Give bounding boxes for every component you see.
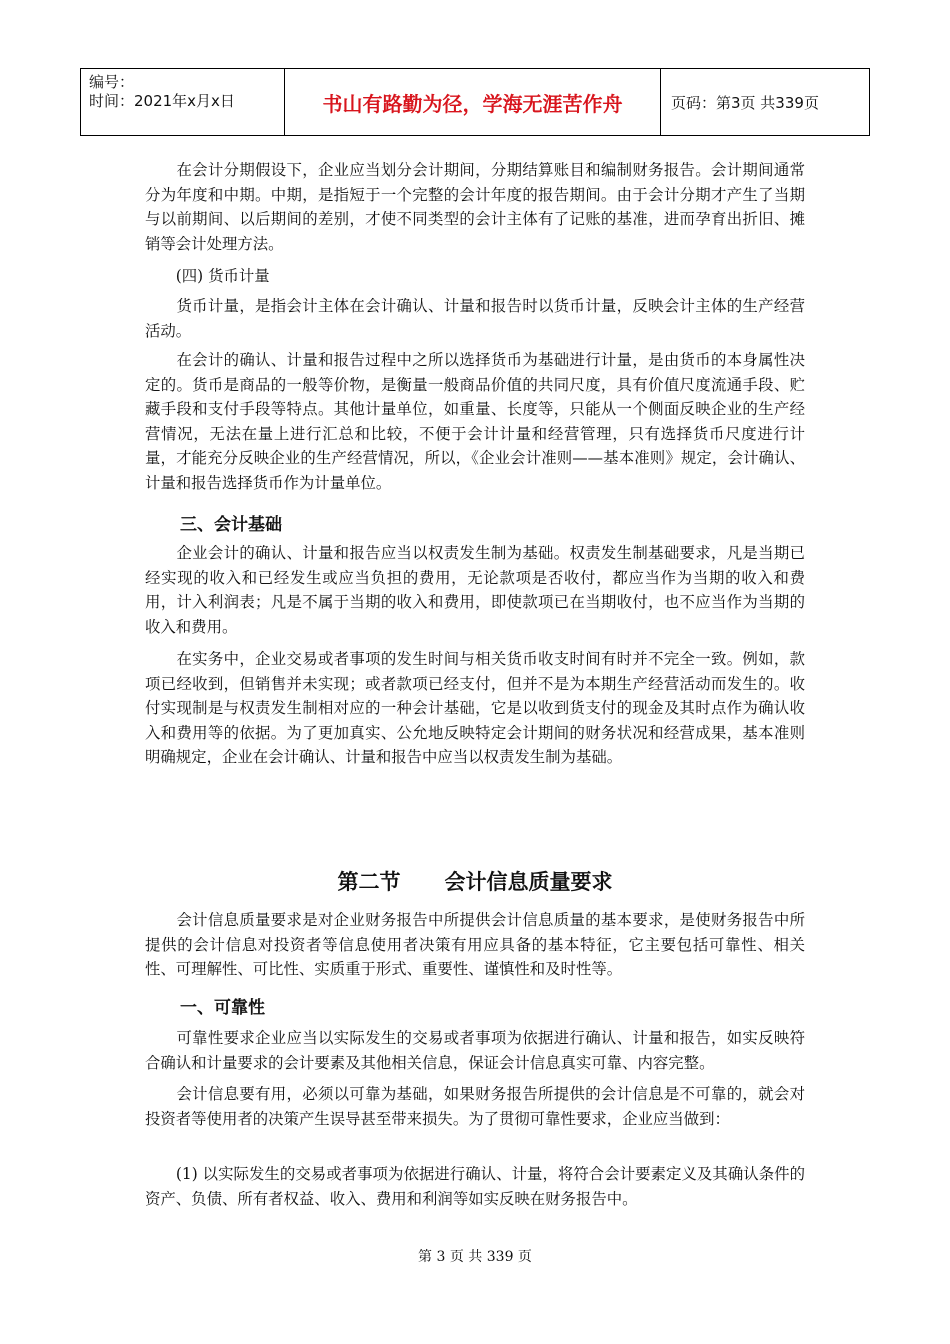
paragraph-accounting-period: 在会计分期假设下，企业应当划分会计期间，分期结算账目和编制财务报告。会计期间通常分为年度和中期。中期，是指短于一个完整的会计年度的报告期间。由于会计分期才产生了当期与以前期间、以后期间的差别，才使不同类型的会计主体有了记账的基准，进而孕育出折旧、摊销等会计处理方法。 <box>145 161 805 253</box>
document-time-label: 时间：2021年x月x日 <box>89 92 235 110</box>
section-title: 会计信息质量要求 <box>444 870 613 894</box>
paragraph-reliability-item-1: (1) 以实际发生的交易或者事项为依据进行确认、计量，将符合会计要素定义及其确认条件的资产、负债、所有者权益、收入、费用和利润等如实反映在财务报告中。 <box>145 1165 805 1208</box>
page-header-table <box>80 68 870 136</box>
paragraph-monetary-definition: 货币计量，是指会计主体在会计确认、计量和报告时以货币计量，反映会计主体的生产经营活动。 <box>145 297 805 340</box>
paragraph-reliability-definition: 可靠性要求企业应当以实际发生的交易或者事项为依据进行确认、计量和报告，如实反映符合确认和计量要求的会计要素及其他相关信息，保证会计信息真实可靠、内容完整。 <box>145 1029 805 1072</box>
heading-reliability: 一、可靠性 <box>180 998 265 1018</box>
page-footer: 第 3 页 共 339 页 <box>418 1249 532 1265</box>
heading-accounting-basis: 三、会计基础 <box>180 515 282 535</box>
paragraph-quality-requirements: 会计信息质量要求是对企业财务报告中所提供会计信息质量的基本要求，是使财务报告中所提供的会计信息对投资者等信息使用者决策有用应具备的基本特征，它主要包括可靠性、相关性、可理解性、可比性、实质重于形式、重要性、谨慎性和及时性等。 <box>145 911 805 978</box>
paragraph-reliability-usefulness: 会计信息要有用，必须以可靠为基础，如果财务报告所提供的会计信息是不可靠的，就会对投资者等使用者的决策产生误导甚至带来损失。为了贯彻可靠性要求，企业应当做到： <box>145 1085 805 1128</box>
header-meta-cell <box>81 69 285 135</box>
document-number-label: 编号： <box>89 73 135 91</box>
section-heading <box>0 866 950 896</box>
section-number: 第二节 <box>337 870 401 894</box>
header-motto: 书山有路勤为径，学海无涯苦作舟 <box>285 69 661 135</box>
paragraph-monetary-reason: 在会计的确认、计量和报告过程中之所以选择货币为基础进行计量，是由货币的本身属性决定的。货币是商品的一般等价物，是衡量一般商品价值的共同尺度，具有价值尺度流通手段、贮藏手段和支付手段等特点。其他计量单位，如重量、长度等，只能从一个侧面反映企业的生产经营情况，无法在量上进行汇总和比较，不便于会计计量和经营管理，只有选择货币尺度进行计量，才能充分反映企业的生产经营情况，所以，《企业会计准则——基本准则》规定，会计确认、计量和报告选择货币作为计量单位。 <box>145 351 805 492</box>
header-page-label: 页码：第3页 共339页 <box>671 93 819 112</box>
subheading-monetary-measurement: (四) 货币计量 <box>145 267 270 285</box>
paragraph-cash-basis: 在实务中，企业交易或者事项的发生时间与相关货币收支时间有时并不完全一致。例如，款项已经收到，但销售并未实现；或者款项已经支付，但并不是为本期生产经营活动而发生的。收付实现制是与权责发生制相对应的一种会计基础，它是以收到货支付的现金及其时点作为确认收入和费用等的依据。为了更加真实、公允地反映特定会计期间的财务状况和经营成果，基本准则明确规定，企业在会计确认、计量和报告中应当以权责发生制为基础。 <box>145 650 805 766</box>
paragraph-accrual-basis: 企业会计的确认、计量和报告应当以权责发生制为基础。权责发生制基础要求，凡是当期已经实现的收入和已经发生或应当负担的费用，无论款项是否收付，都应当作为当期的收入和费用，计入利润表；凡是不属于当期的收入和费用，即使款项已在当期收付，也不应当作为当期的收入和费用。 <box>145 544 805 636</box>
